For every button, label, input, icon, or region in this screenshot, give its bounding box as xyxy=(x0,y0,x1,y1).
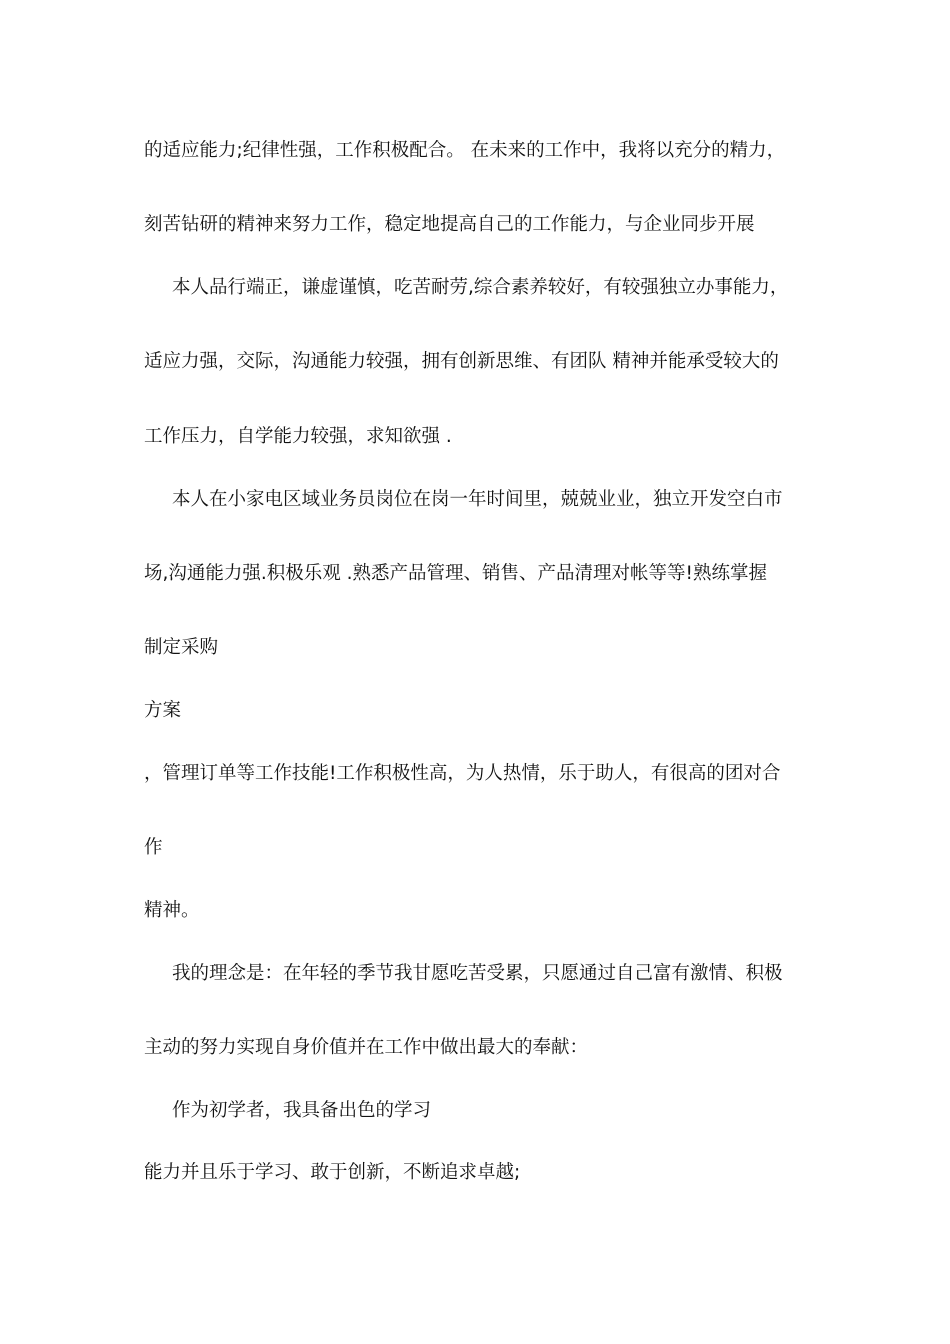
paragraph-line: 场,沟通能力强.积极乐观 .熟悉产品管理、销售、产品清理对帐等等!熟练掌握 xyxy=(144,563,767,584)
paragraph-line: 方案 xyxy=(144,700,182,721)
paragraph-line: 主动的努力实现自身价值并在工作中做出最大的奉献： xyxy=(144,1037,589,1058)
paragraph-line: 能力并且乐于学习、敢于创新，不断追求卓越; xyxy=(144,1162,521,1183)
paragraph-line: 精神。 xyxy=(144,900,200,921)
paragraph-line: 本人品行端正，谦虚谨慎，吃苦耐劳,综合素养较好，有较强独立办事能力， xyxy=(172,277,789,298)
paragraph-line: 制定采购 xyxy=(144,637,219,658)
paragraph-line: ，管理订单等工作技能!工作积极性高，为人热情，乐于助人，有很高的团对合 xyxy=(144,763,781,784)
paragraph-line: 作为初学者，我具备出色的学习 xyxy=(172,1100,432,1121)
paragraph-line: 刻苦钻研的精神来努力工作，稳定地提高自己的工作能力，与企业同步开展 xyxy=(144,214,755,235)
paragraph-line: 我的理念是：在年轻的季节我甘愿吃苦受累，只愿通过自己富有激情、积极 xyxy=(172,963,783,984)
paragraph-line: 作 xyxy=(144,837,163,858)
paragraph-line: 适应力强，交际，沟通能力较强，拥有创新思维、有团队 精神并能承受较大的 xyxy=(144,351,779,372)
paragraph-line: 本人在小家电区域业务员岗位在岗一年时间里，兢兢业业，独立开发空白市 xyxy=(172,489,783,510)
paragraph-line: 工作压力，自学能力较强，求知欲强 . xyxy=(144,426,452,447)
paragraph-line: 的适应能力;纪律性强，工作积极配合。 在未来的工作中，我将以充分的精力， xyxy=(144,140,786,161)
